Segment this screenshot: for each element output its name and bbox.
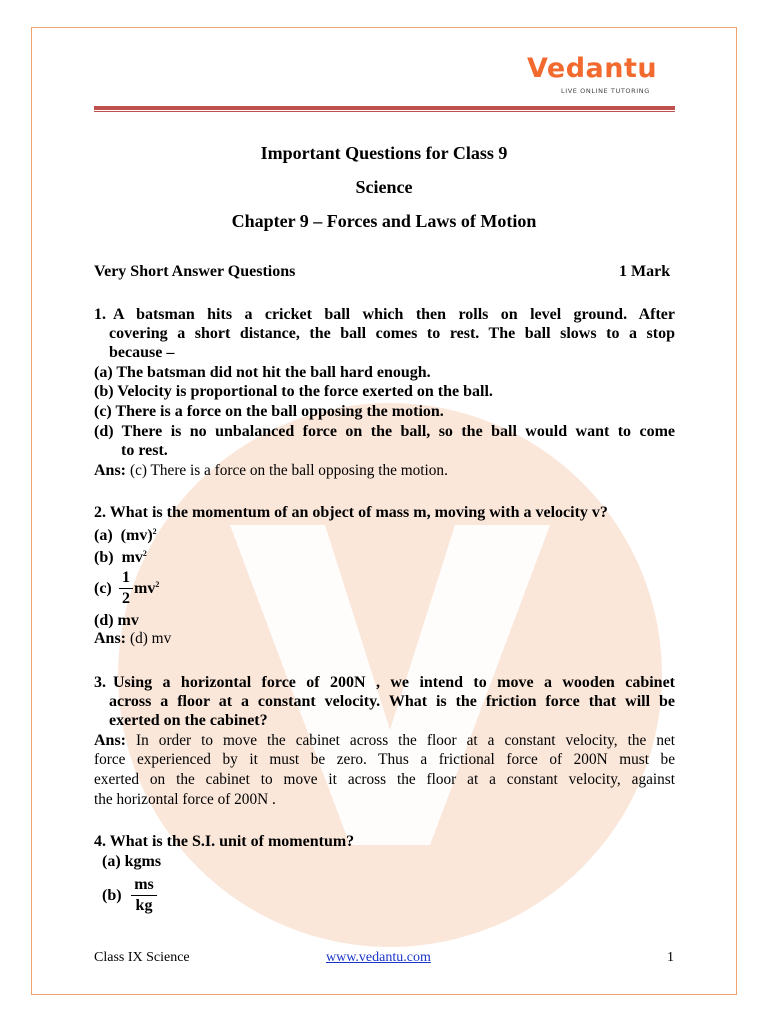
q2-opt-a-label: (a) <box>94 527 113 544</box>
q2-opt-c-den: 2 <box>122 590 130 608</box>
logo-wordmark: Vedantu <box>527 53 658 84</box>
footer-website-link[interactable]: www.vedantu.com <box>326 950 431 965</box>
q2-opt-c-num: 1 <box>122 569 130 586</box>
q1-option-d: (d) There is no unbalanced force on the ball, so the ball would want to come <box>94 423 675 440</box>
q1-option-a: (a) The batsman did not hit the ball hard enough. <box>94 364 431 381</box>
q1-option-d-cont: to rest. <box>121 442 168 459</box>
q1-ans-text: (c) There is a force on the ball opposing the motion. <box>130 462 448 479</box>
q2-opt-b-base: mv <box>121 549 143 566</box>
q2-option-d: (d) mv <box>94 612 139 629</box>
q2-opt-c-fraction <box>119 569 133 608</box>
q1-option-b: (b) Velocity is proportional to the force exerted on the ball. <box>94 383 493 400</box>
q3-ans-text1: In order to move the cabinet across the floor at a constant velocity, the net <box>136 732 676 749</box>
q4-opt-b-label: (b) <box>102 887 122 904</box>
q1-answer <box>94 461 448 481</box>
q2-ans-text: (d) mv <box>130 630 172 647</box>
q2-opt-c-sup: 2 <box>155 580 160 589</box>
q2-opt-a-sup: 2 <box>152 527 157 536</box>
q2-opt-b-sup: 2 <box>142 549 147 558</box>
fraction-bar <box>119 588 133 589</box>
logo-tagline: LIVE ONLINE TUTORING <box>561 87 650 95</box>
q2-opt-c-base: mv <box>134 580 156 597</box>
q4-option-a: (a) kgms <box>102 853 162 870</box>
q2-option-b <box>94 548 147 568</box>
q4-opt-b-den: kg <box>135 897 153 915</box>
q1-option-c: (c) There is a force on the ball opposing the motion. <box>94 403 444 420</box>
section-label: Very Short Answer Questions <box>94 263 296 280</box>
chapter-title: Chapter 9 – Forces and Laws of Motion <box>231 211 537 231</box>
q2-option-c-term <box>134 579 159 599</box>
q2-question: 2. What is the momentum of an object of mass m, moving with a velocity v? <box>94 504 608 521</box>
q3-line1: Using a horizontal force of 200N , we intend to move a wooden cabinet <box>113 674 675 691</box>
q1-line1: A batsman hits a cricket ball which then rolls on level ground. After <box>113 306 675 323</box>
footer-class: Class IX Science <box>94 950 190 965</box>
q3-answer-line4: the horizontal force of 200N . <box>94 791 276 808</box>
q1-number: 1. <box>94 306 106 323</box>
q4-opt-b-fraction <box>131 876 157 915</box>
q2-opt-a-base: (mv) <box>120 527 153 544</box>
q1-line3: because – <box>109 344 175 361</box>
q4-opt-b-num: ms <box>134 876 154 893</box>
header-rule <box>94 106 675 110</box>
q4-question: 4. What is the S.I. unit of momentum? <box>94 833 355 850</box>
q1-ans-label: Ans: <box>94 462 127 479</box>
q3-line3: exerted on the cabinet? <box>109 712 268 729</box>
q3-answer-line2: force experienced by it must be zero. Thus a frictional force of 200N must be <box>94 751 675 768</box>
vedantu-logo[interactable] <box>527 52 677 102</box>
section-marks: 1 Mark <box>619 263 671 280</box>
page-number: 1 <box>667 950 674 965</box>
q2-opt-c-label: (c) <box>94 580 112 597</box>
q3-answer-line1 <box>94 731 675 751</box>
q2-opt-b-label: (b) <box>94 549 114 566</box>
q3-ans-label: Ans: <box>94 732 127 749</box>
q2-answer <box>94 629 171 649</box>
page-title: Important Questions for Class 9 <box>260 143 508 163</box>
q1-line2: covering a short distance, the ball comes to rest. The ball slows to a stop <box>109 325 675 342</box>
subject-title: Science <box>355 177 413 197</box>
q2-ans-label: Ans: <box>94 630 127 647</box>
q3-number: 3. <box>94 674 106 691</box>
fraction-bar <box>131 895 157 896</box>
q3-line2: across a floor at a constant velocity. What is the friction force that will be <box>109 693 675 710</box>
q2-option-a <box>94 526 157 546</box>
q3-answer-line3: exerted on the cabinet to move it across the floor at a constant velocity, against <box>94 771 675 788</box>
